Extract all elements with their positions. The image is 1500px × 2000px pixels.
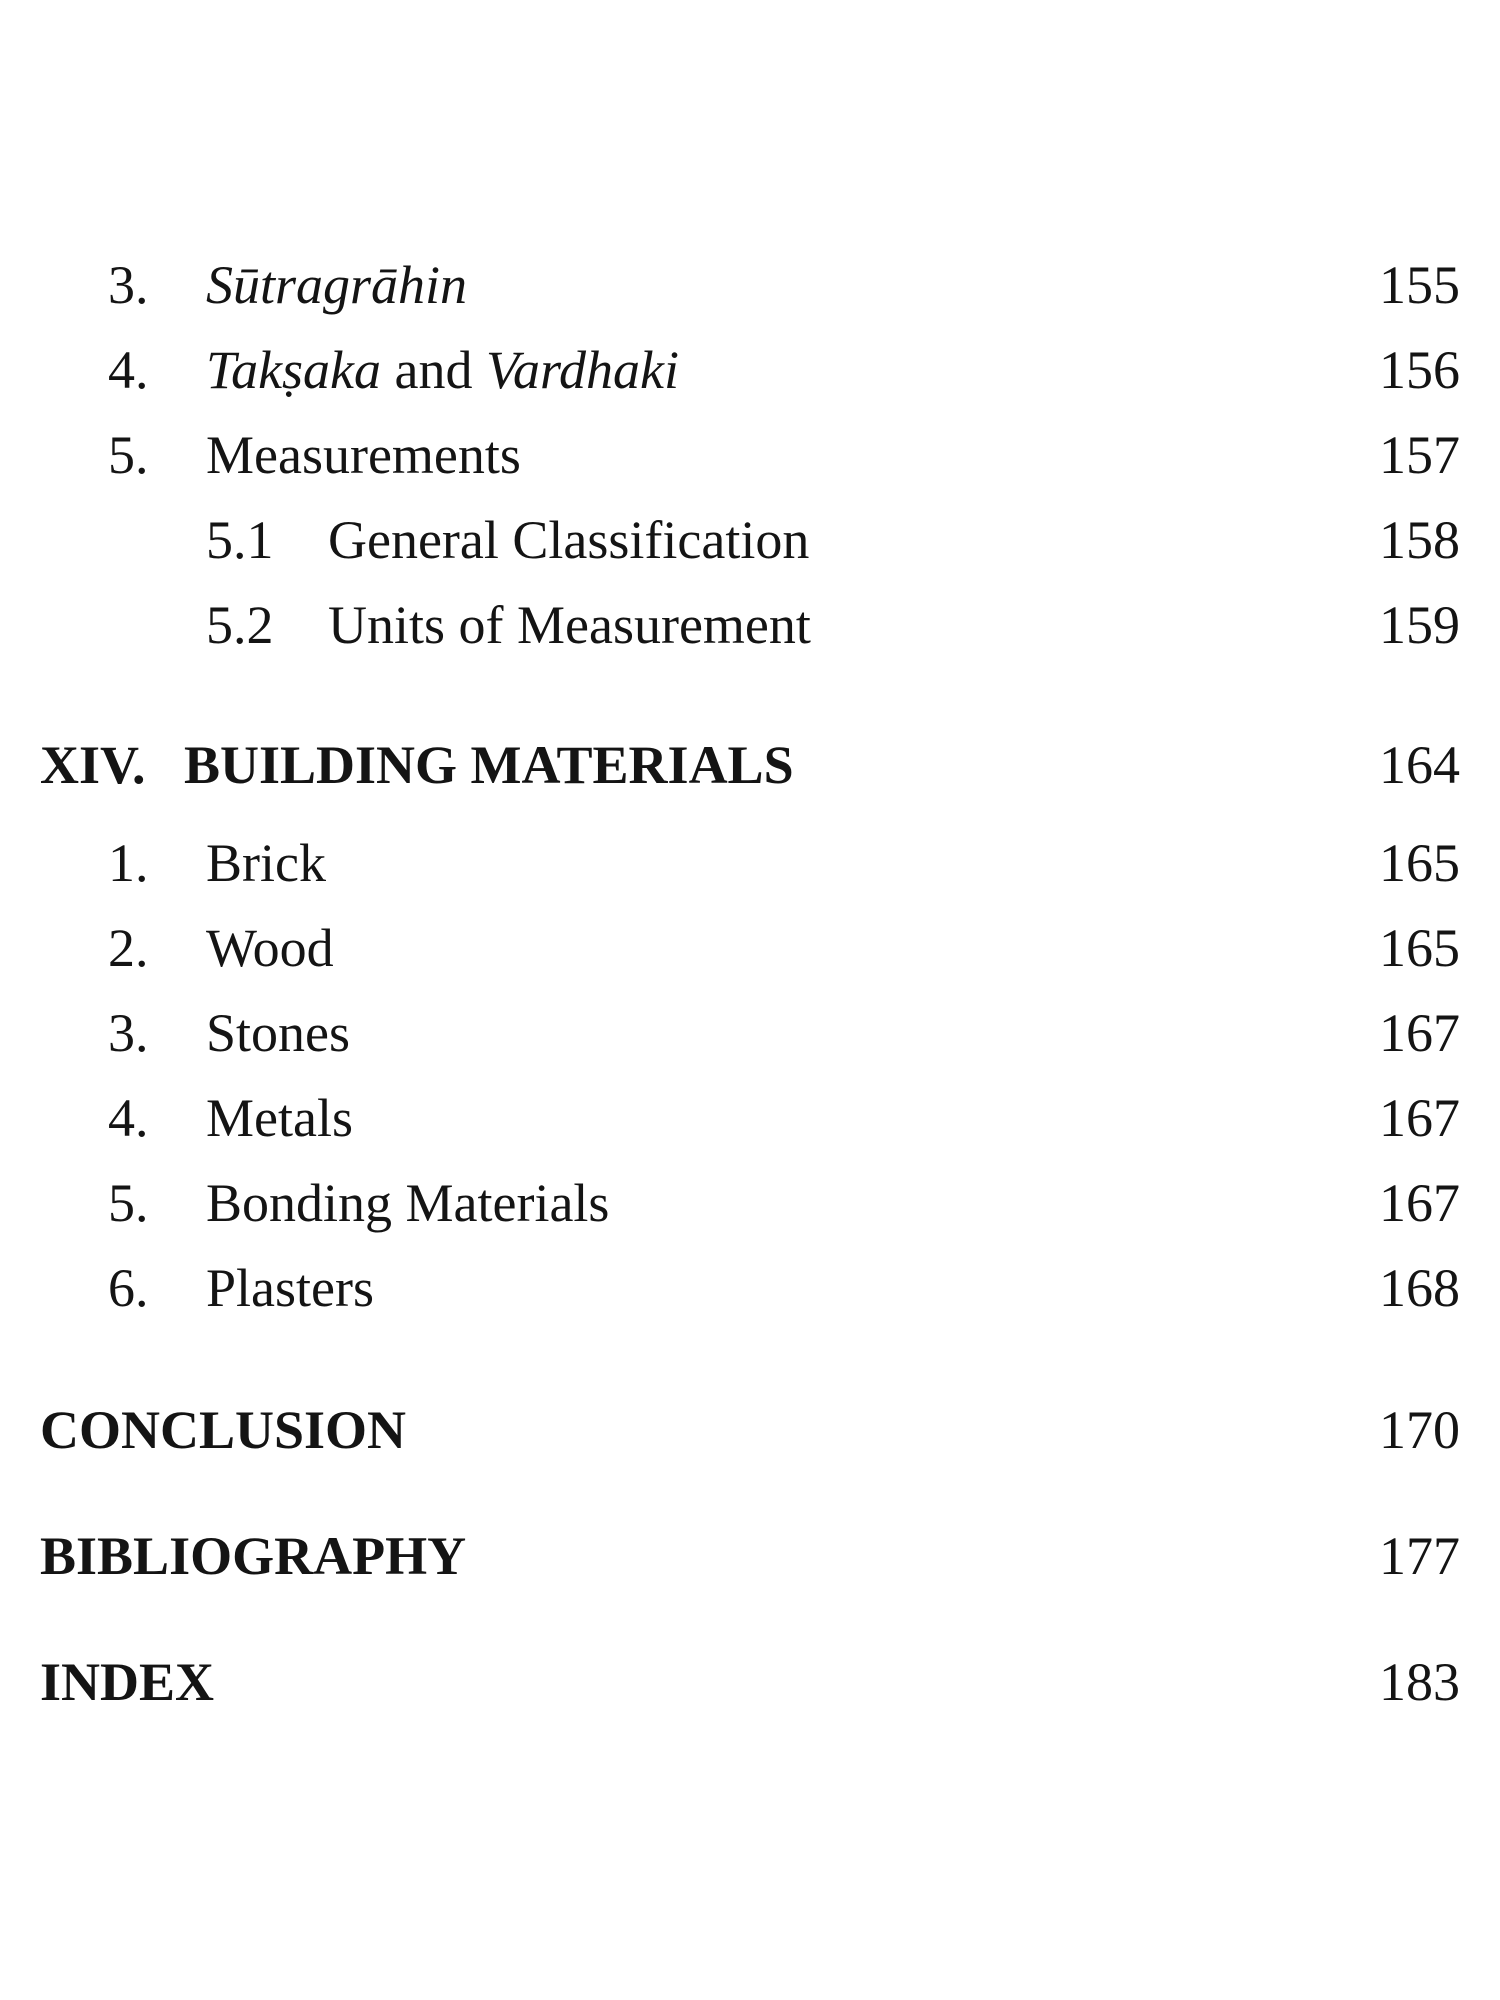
chapter-page: 164 (1379, 735, 1460, 795)
toc-entry-sutragrahin (0, 245, 1500, 325)
chapter-title: BUILDING MATERIALS (184, 735, 794, 795)
toc-entry-page: 158 (1379, 510, 1460, 570)
toc-entry-page: 156 (1379, 340, 1460, 400)
toc-entry-page: 155 (1379, 255, 1460, 315)
toc-entry-title: Brick (206, 833, 326, 893)
toc-entry-metals (0, 1078, 1500, 1158)
toc-entry-title: Stones (206, 1003, 351, 1063)
toc-entry-number: 1. (108, 833, 149, 893)
toc-bibliography (0, 1516, 1500, 1596)
toc-entry-number: 4. (108, 1088, 149, 1148)
toc-entry-number: 2. (108, 918, 149, 978)
toc-index (0, 1642, 1500, 1722)
toc-entry-brick (0, 823, 1500, 903)
toc-entry-page: 167 (1379, 1003, 1460, 1063)
section-page: 177 (1379, 1526, 1460, 1586)
toc-entry-title: General Classification (328, 510, 810, 570)
toc-entry-measurements (0, 415, 1500, 495)
toc-entry-page: 167 (1379, 1088, 1460, 1148)
section-title: CONCLUSION (40, 1400, 407, 1460)
toc-entry-page: 168 (1379, 1258, 1460, 1318)
toc-entry-page: 165 (1379, 833, 1460, 893)
toc-entry-wood (0, 908, 1500, 988)
toc-entry-title (206, 330, 679, 410)
toc-conclusion (0, 1390, 1500, 1470)
toc-entry-number: 5.1 (206, 510, 274, 570)
toc-entry-page: 159 (1379, 595, 1460, 655)
toc-chapter-building-materials (0, 725, 1500, 805)
toc-entry-number: 3. (108, 1003, 149, 1063)
toc-entry-title: Bonding Materials (206, 1173, 610, 1233)
section-title: INDEX (40, 1652, 215, 1712)
toc-entry-title: Metals (206, 1088, 353, 1148)
toc-entry-number: 5. (108, 425, 149, 485)
toc-entry-general-classification (0, 500, 1500, 580)
toc-entry-title: Units of Measurement (328, 595, 811, 655)
toc-entry-title: Sūtragrāhin (206, 255, 468, 315)
toc-entry-title: Wood (206, 918, 334, 978)
toc-entry-units-of-measurement (0, 585, 1500, 665)
toc-entry-title: Plasters (206, 1258, 374, 1318)
toc-entry-page: 167 (1379, 1173, 1460, 1233)
toc-entry-title: Measurements (206, 425, 521, 485)
toc-entry-title-part: Vardhaki (486, 340, 679, 400)
toc-entry-page: 157 (1379, 425, 1460, 485)
toc-entry-bonding-materials (0, 1163, 1500, 1243)
toc-entry-page: 165 (1379, 918, 1460, 978)
section-page: 170 (1379, 1400, 1460, 1460)
toc-entry-taksaka-vardhaki (0, 330, 1500, 410)
chapter-number: XIV. (40, 735, 146, 795)
toc-entry-number: 3. (108, 255, 149, 315)
toc-entry-title-part: and (394, 340, 473, 400)
toc-entry-plasters (0, 1248, 1500, 1328)
toc-entry-title-part: Takṣaka (206, 340, 382, 400)
toc-entry-number: 5. (108, 1173, 149, 1233)
toc-entry-number: 6. (108, 1258, 149, 1318)
toc-entry-stones (0, 993, 1500, 1073)
section-title: BIBLIOGRAPHY (40, 1526, 467, 1586)
toc-entry-number: 4. (108, 340, 149, 400)
toc-entry-number: 5.2 (206, 595, 274, 655)
section-page: 183 (1379, 1652, 1460, 1712)
